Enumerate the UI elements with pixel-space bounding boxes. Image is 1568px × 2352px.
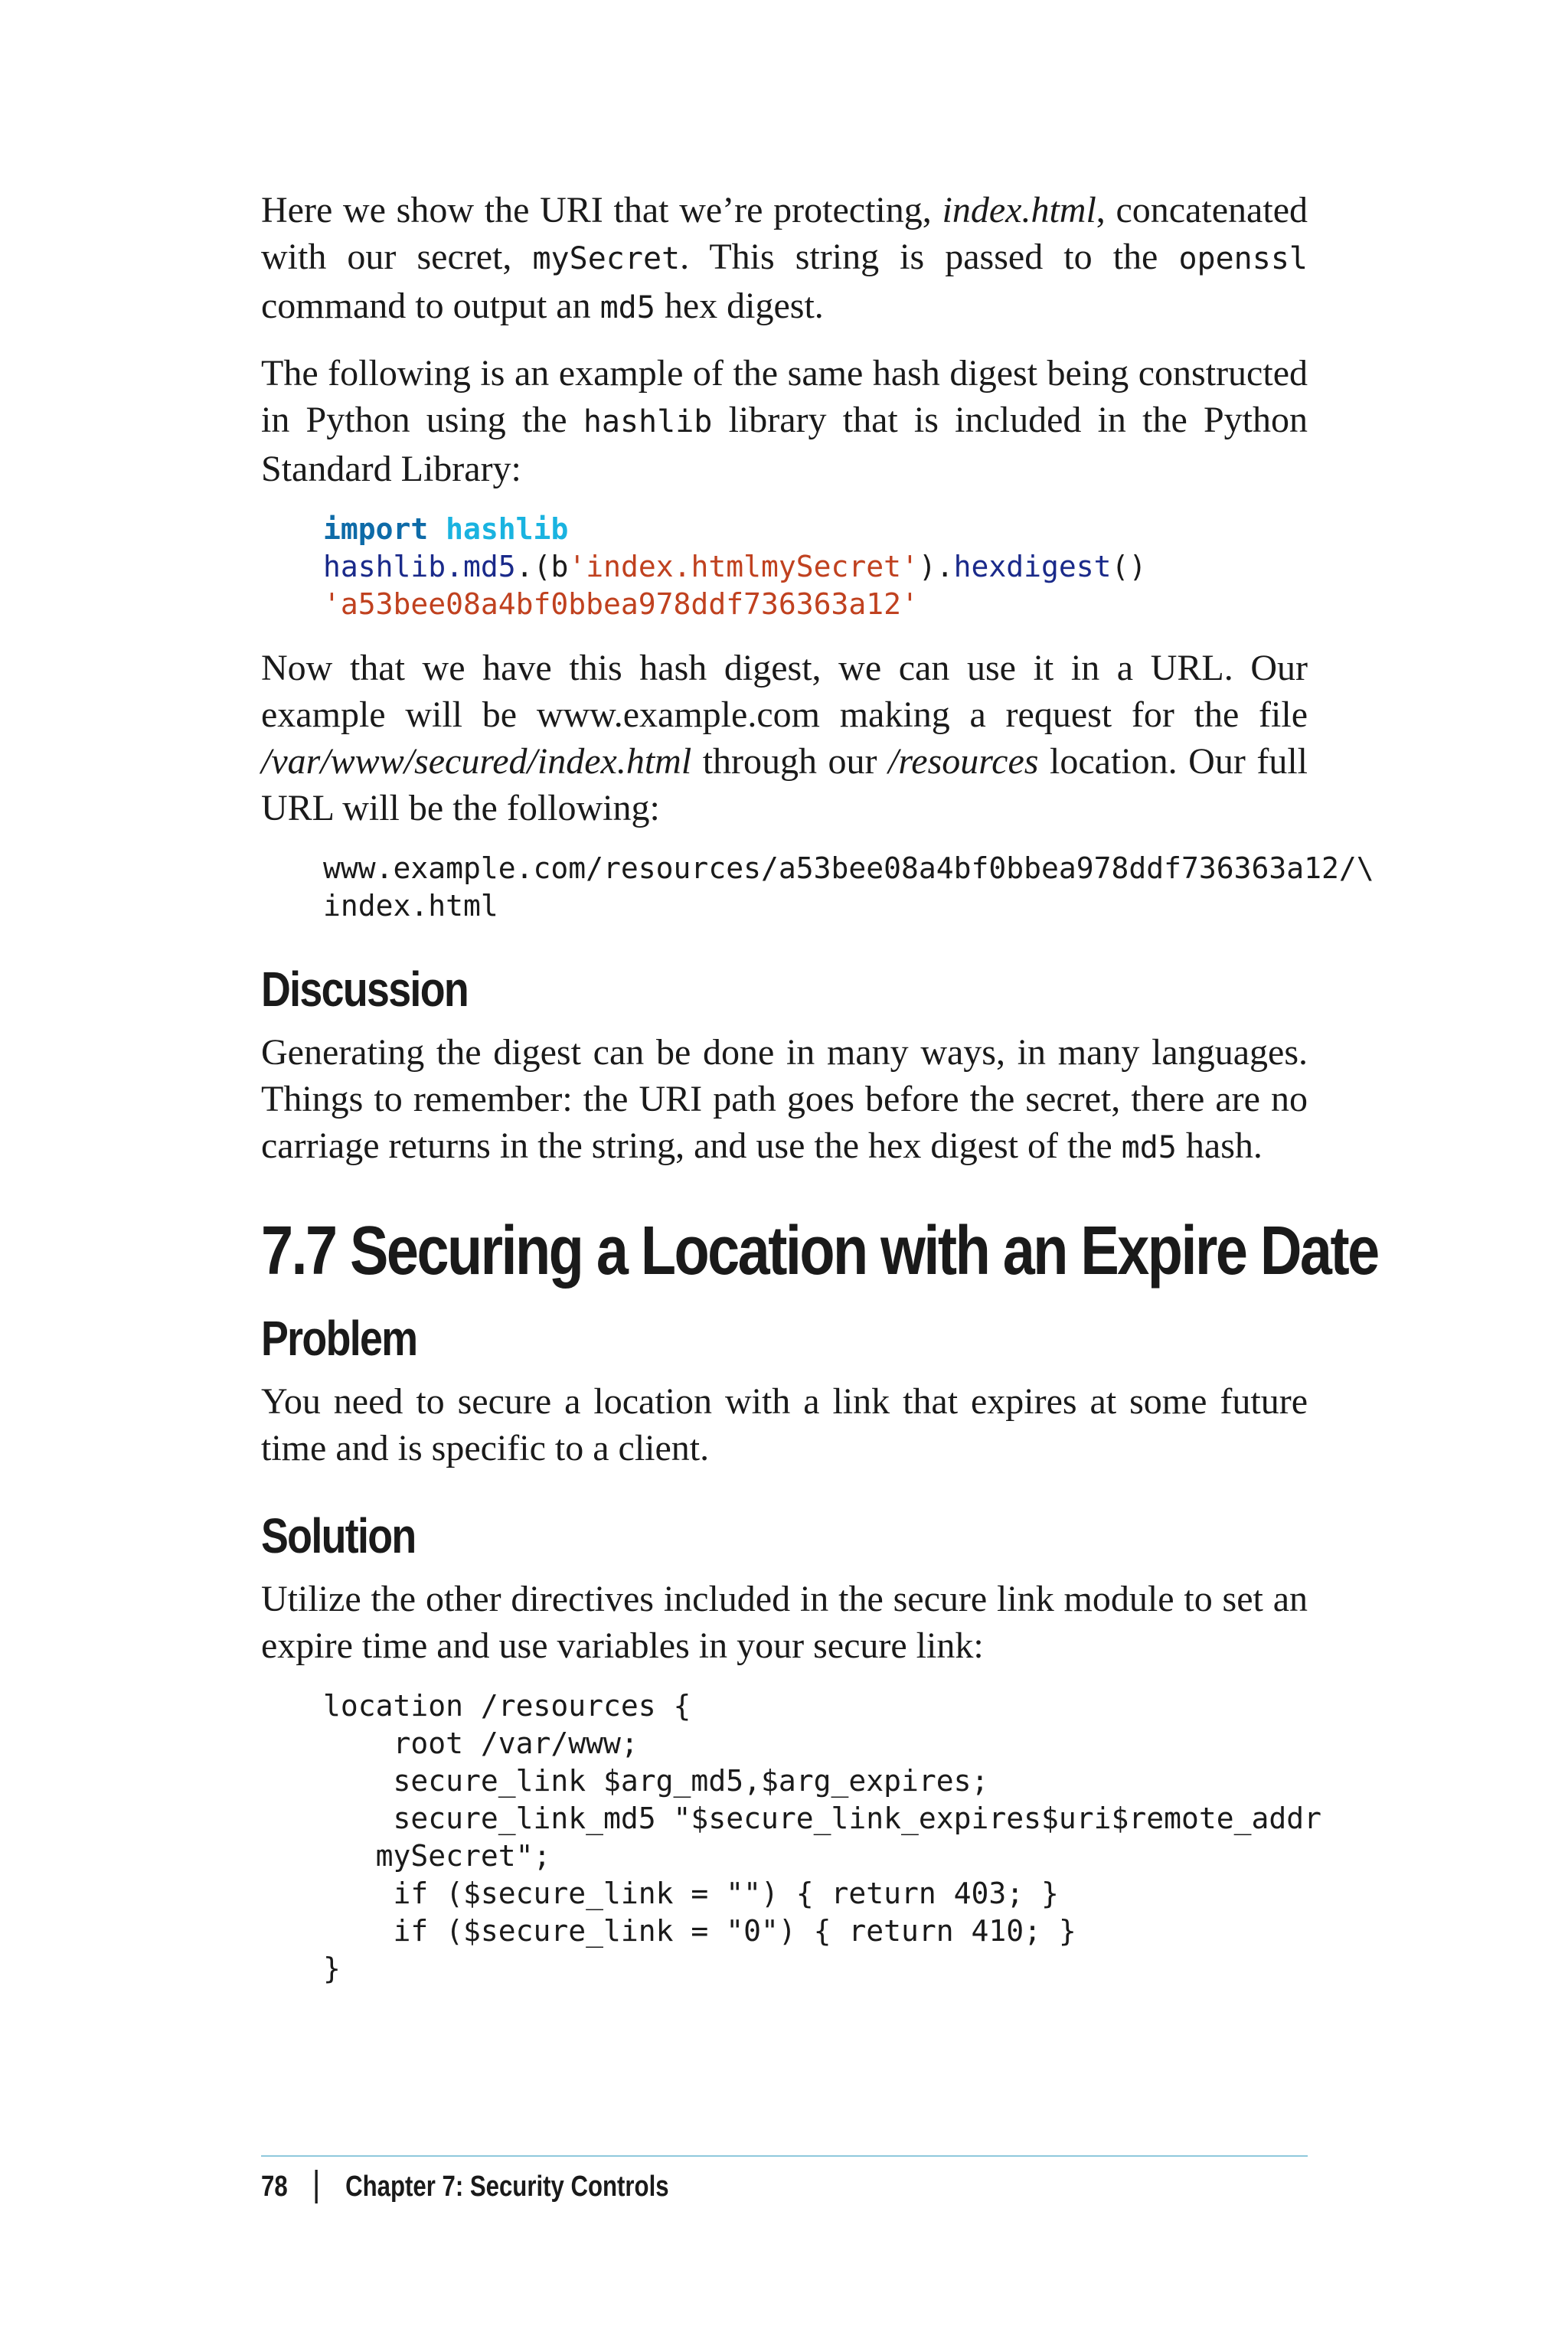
paragraph-python-intro: The following is an example of the same hash digest being constructed in Python using the hashlib library that is included in the Python Standard Library: bbox=[261, 353, 1308, 489]
page-content bbox=[261, 187, 1378, 2009]
paragraph-solution: Utilize the other directives included in the secure link module to set an expire time and use variables in your secure link: bbox=[261, 1579, 1308, 1666]
paragraph-uri-concatenation: Here we show the URI that we’re protecting, index.html, concatenated with our secret, mySecret. This string is passed to the openssl command to output an md5 hex digest. bbox=[261, 190, 1308, 326]
page-footer bbox=[261, 2167, 669, 2207]
python-code-block: import hashlib hashlib.md5.(b'index.htmlmySecret').hexdigest() 'a53bee08a4bf0bbea978ddf736363a12' bbox=[323, 512, 1147, 621]
code-string: 'index.htmlmySecret' bbox=[568, 550, 919, 583]
location-emphasis: /resources bbox=[888, 741, 1039, 782]
paragraph-problem: You need to secure a location with a link that expires at some future time and is specific to a client. bbox=[261, 1381, 1308, 1468]
inline-code: hashlib bbox=[583, 404, 713, 439]
chapter-title: Chapter 7: Security Controls bbox=[345, 2170, 669, 2203]
code-module: hashlib bbox=[446, 512, 569, 546]
heading-discussion: Discussion bbox=[261, 962, 469, 1017]
footer-separator bbox=[315, 2170, 318, 2203]
filename-emphasis: index.html bbox=[942, 190, 1096, 230]
heading-solution: Solution bbox=[261, 1508, 416, 1563]
inline-code: openssl bbox=[1178, 241, 1308, 276]
section-title: 7.7 Securing a Location with an Expire Date bbox=[261, 1213, 1378, 1289]
code-keyword: import bbox=[323, 512, 429, 546]
inline-code: mySecret bbox=[532, 241, 681, 276]
inline-code: md5 bbox=[599, 290, 655, 325]
heading-problem: Problem bbox=[261, 1311, 417, 1366]
page-number: 78 bbox=[261, 2170, 288, 2203]
inline-code: md5 bbox=[1121, 1130, 1177, 1165]
footer-divider bbox=[261, 2155, 1308, 2157]
nginx-config-code-block: location /resources { root /var/www; secure_link $arg_md5,$arg_expires; secure_link_md5 "$secure_link_expires$uri$remote_addr mySecret"; if ($secure_link = "") { return 403; } if ($secure_link = "0") { return 410; } } bbox=[323, 1689, 1322, 1985]
path-emphasis: /var/www/secured/index.html bbox=[261, 741, 692, 782]
paragraph-url-example: Now that we have this hash digest, we can use it in a URL. Our example will be www.example.com making a request for the file /var/www/secured/index.html through our /resources location. Our full URL will be the following: bbox=[261, 648, 1308, 828]
paragraph-discussion: Generating the digest can be done in many ways, in many languages. Things to remember: the URI path goes before the secret, there are no carriage returns in the string, and use the hex digest of the md5 hash. bbox=[261, 1032, 1308, 1166]
code-output-string: 'a53bee08a4bf0bbea978ddf736363a12' bbox=[323, 587, 919, 621]
url-code-block: www.example.com/resources/a53bee08a4bf0bbea978ddf736363a12/\ index.html bbox=[323, 851, 1374, 923]
